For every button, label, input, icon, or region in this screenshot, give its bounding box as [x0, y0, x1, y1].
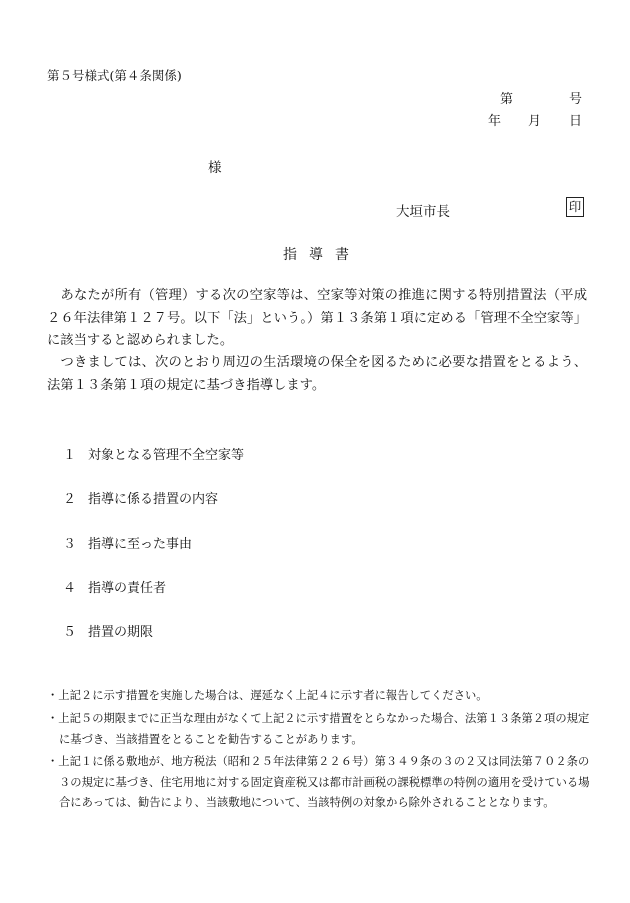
list-item-number: ３	[63, 537, 77, 552]
document-number-prefix: 第	[500, 92, 514, 107]
list-item-4	[63, 577, 166, 596]
note-1: ・上記２に示す措置を実施した場合は、遅延なく上記４に示す者に報告してください。	[47, 689, 488, 702]
note-3: ・上記１に係る敷地が、地方税法（昭和２５年法律第２２６号）第３４９条の３の２又は同法第７０２条の３の規定に基づき、住宅用地に対する固定資産税又は都市計画税の課税標準の特例の適用を受けている場合にあっては、勧告により、当該敷地について、当該特例の対象から除外されることとなります。	[47, 755, 590, 809]
issuer-name: 大垣市長	[396, 204, 450, 220]
date-year-label: 年	[488, 114, 502, 129]
list-item-1	[63, 444, 244, 463]
note-2: ・上記５の期限までに正当な理由がなくて上記２に示す措置をとらなかった場合、法第１３条第２項の規定に基づき、当該措置をとることを勧告することがあります。	[47, 712, 590, 746]
list-item-number: ２	[63, 492, 77, 507]
list-item-label: 措置の期限	[88, 625, 154, 640]
list-item-number: １	[63, 448, 77, 463]
form-number: 第５号様式(第４条関係)	[47, 68, 182, 83]
date-month-label: 月	[528, 114, 542, 129]
document-number-suffix: 号	[569, 92, 583, 107]
list-item-label: 指導に係る措置の内容	[88, 492, 219, 507]
addressee-honorific: 様	[208, 160, 222, 176]
body-paragraph-1: あなたが所有（管理）する次の空家等は、空家等対策の推進に関する特別措置法（平成２６年法律第１２７号。以下「法」という。）第１３条第１項に定める「管理不全空家等」に該当すると認められました。	[47, 288, 587, 348]
seal-stamp-box: 印	[566, 197, 584, 217]
list-item-label: 指導に至った事由	[88, 537, 193, 552]
list-item-label: 指導の責任者	[88, 581, 167, 596]
body-paragraph-2: つきましては、次のとおり周辺の生活環境の保全を図るために必要な措置をとるよう、法第１３条第１項の規定に基づき指導します。	[47, 355, 587, 393]
list-item-5	[63, 621, 153, 640]
list-item-3	[63, 533, 192, 552]
list-item-label: 対象となる管理不全空家等	[88, 448, 245, 463]
list-item-2	[63, 488, 218, 507]
list-item-number: ４	[63, 581, 77, 596]
date-day-label: 日	[569, 114, 583, 129]
list-item-number: ５	[63, 625, 77, 640]
document-title: 指導書	[283, 247, 361, 263]
